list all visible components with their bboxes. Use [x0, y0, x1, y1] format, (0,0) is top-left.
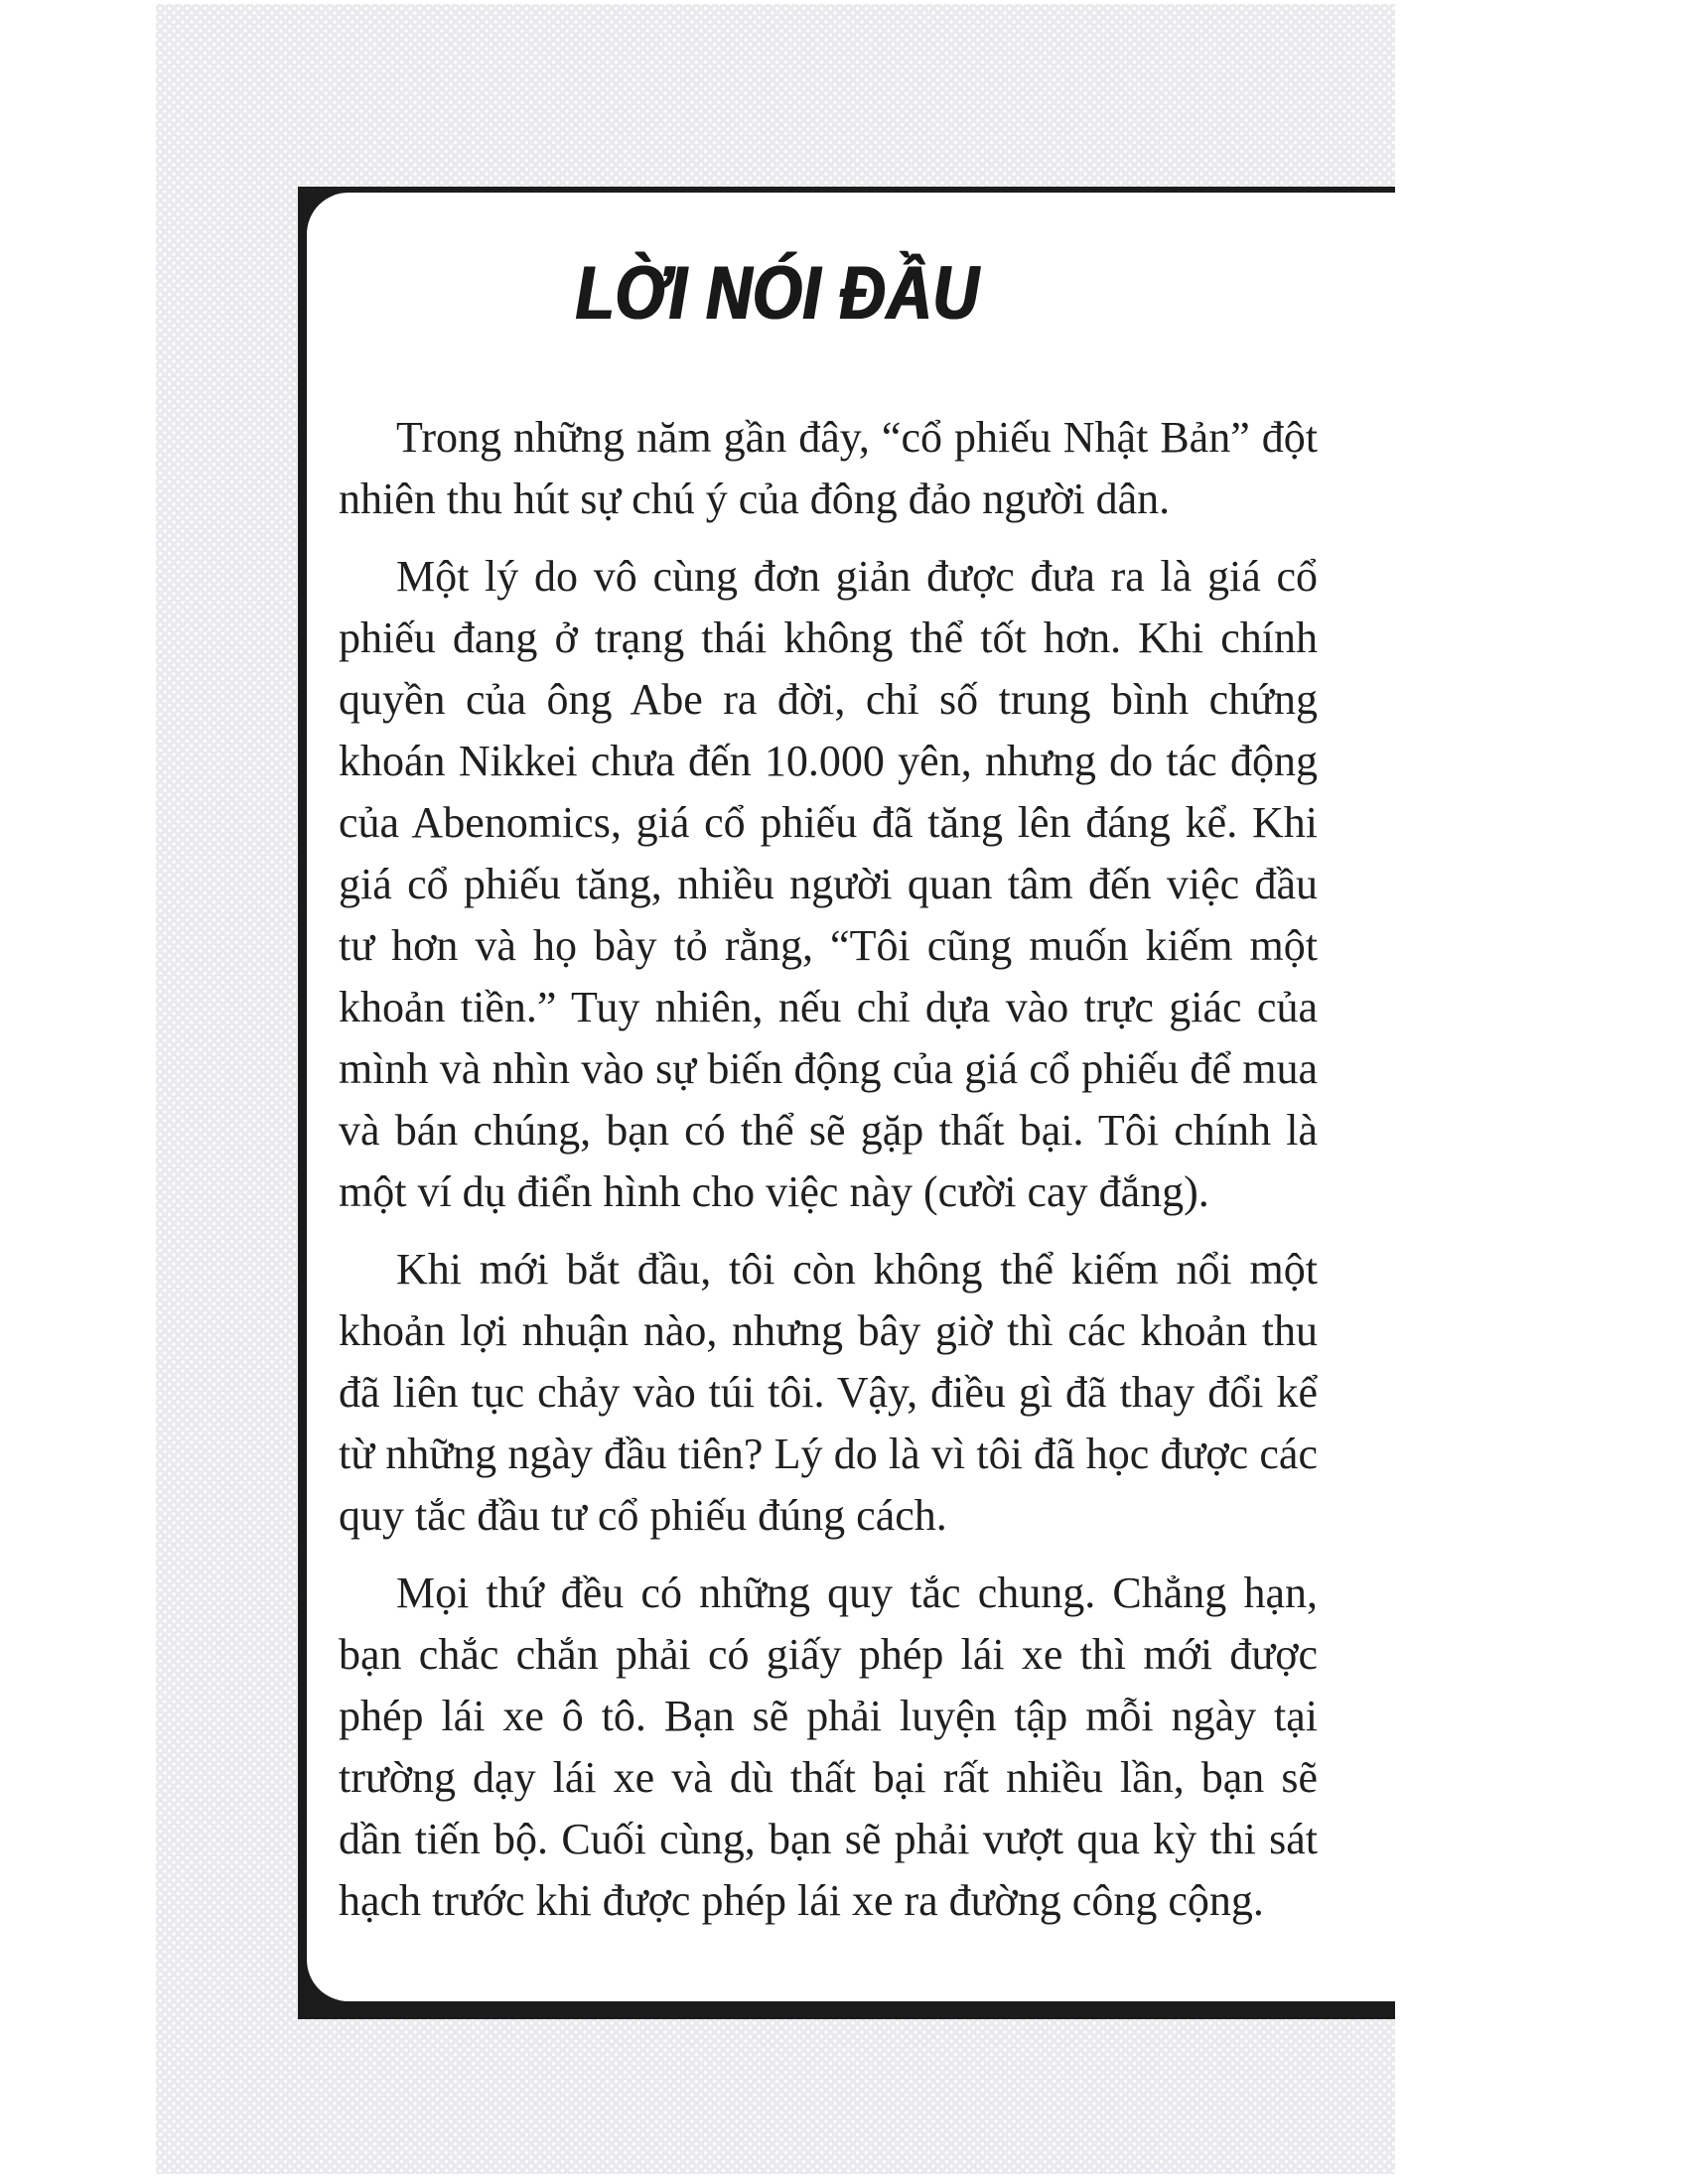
paragraph: Khi mới bắt đầu, tôi còn không thể kiếm nổi một khoản lợi nhuận nào, nhưng bây giờ thì các khoản thu đã liên tục chảy vào túi tôi. Vậy, điều gì đã thay đổi kể từ những ngày đầu tiên? Lý do là vì tôi đã học được các quy tắc đầu tư cổ phiếu đúng cách.	[339, 1245, 1318, 1540]
paragraph: Một lý do vô cùng đơn giản được đưa ra là giá cổ phiếu đang ở trạng thái không thể tốt hơn. Khi chính quyền của ông Abe ra đời, chỉ số trung bình chứng khoán Nikkei chưa đến 10.000 yên, nhưng do tác động của Abenomics, giá cổ phiếu đã tăng lên đáng kể. Khi giá cổ phiếu tăng, nhiều người quan tâm đến việc đầu tư hơn và họ bày tỏ rằng, “Tôi cũng muốn kiếm một khoản tiền.” Tuy nhiên, nếu chỉ dựa vào trực giác của mình và nhìn vào sự biến động của giá cổ phiếu để mua và bán chúng, bạn có thể sẽ gặp thất bại. Tôi chính là một ví dụ điển hình cho việc này (cười cay đắng).	[339, 552, 1318, 1216]
page-border-frame	[298, 187, 1395, 2019]
chapter-title: LỜI NÓI ĐẦU	[575, 251, 980, 336]
page-content-card	[307, 193, 1395, 2001]
body-text	[339, 407, 1318, 1932]
paragraph: Mọi thứ đều có những quy tắc chung. Chẳng hạn, bạn chắc chắn phải có giấy phép lái xe thì mới được phép lái xe ô tô. Bạn sẽ phải luyện tập mỗi ngày tại trường dạy lái xe và dù thất bại rất nhiều lần, bạn sẽ dần tiến bộ. Cuối cùng, bạn sẽ phải vượt qua kỳ thi sát hạch trước khi được phép lái xe ra đường công cộng.	[339, 1569, 1318, 1925]
paragraph: Trong những năm gần đây, “cổ phiếu Nhật Bản” đột nhiên thu hút sự chú ý của đông đảo người dân.	[339, 413, 1318, 523]
